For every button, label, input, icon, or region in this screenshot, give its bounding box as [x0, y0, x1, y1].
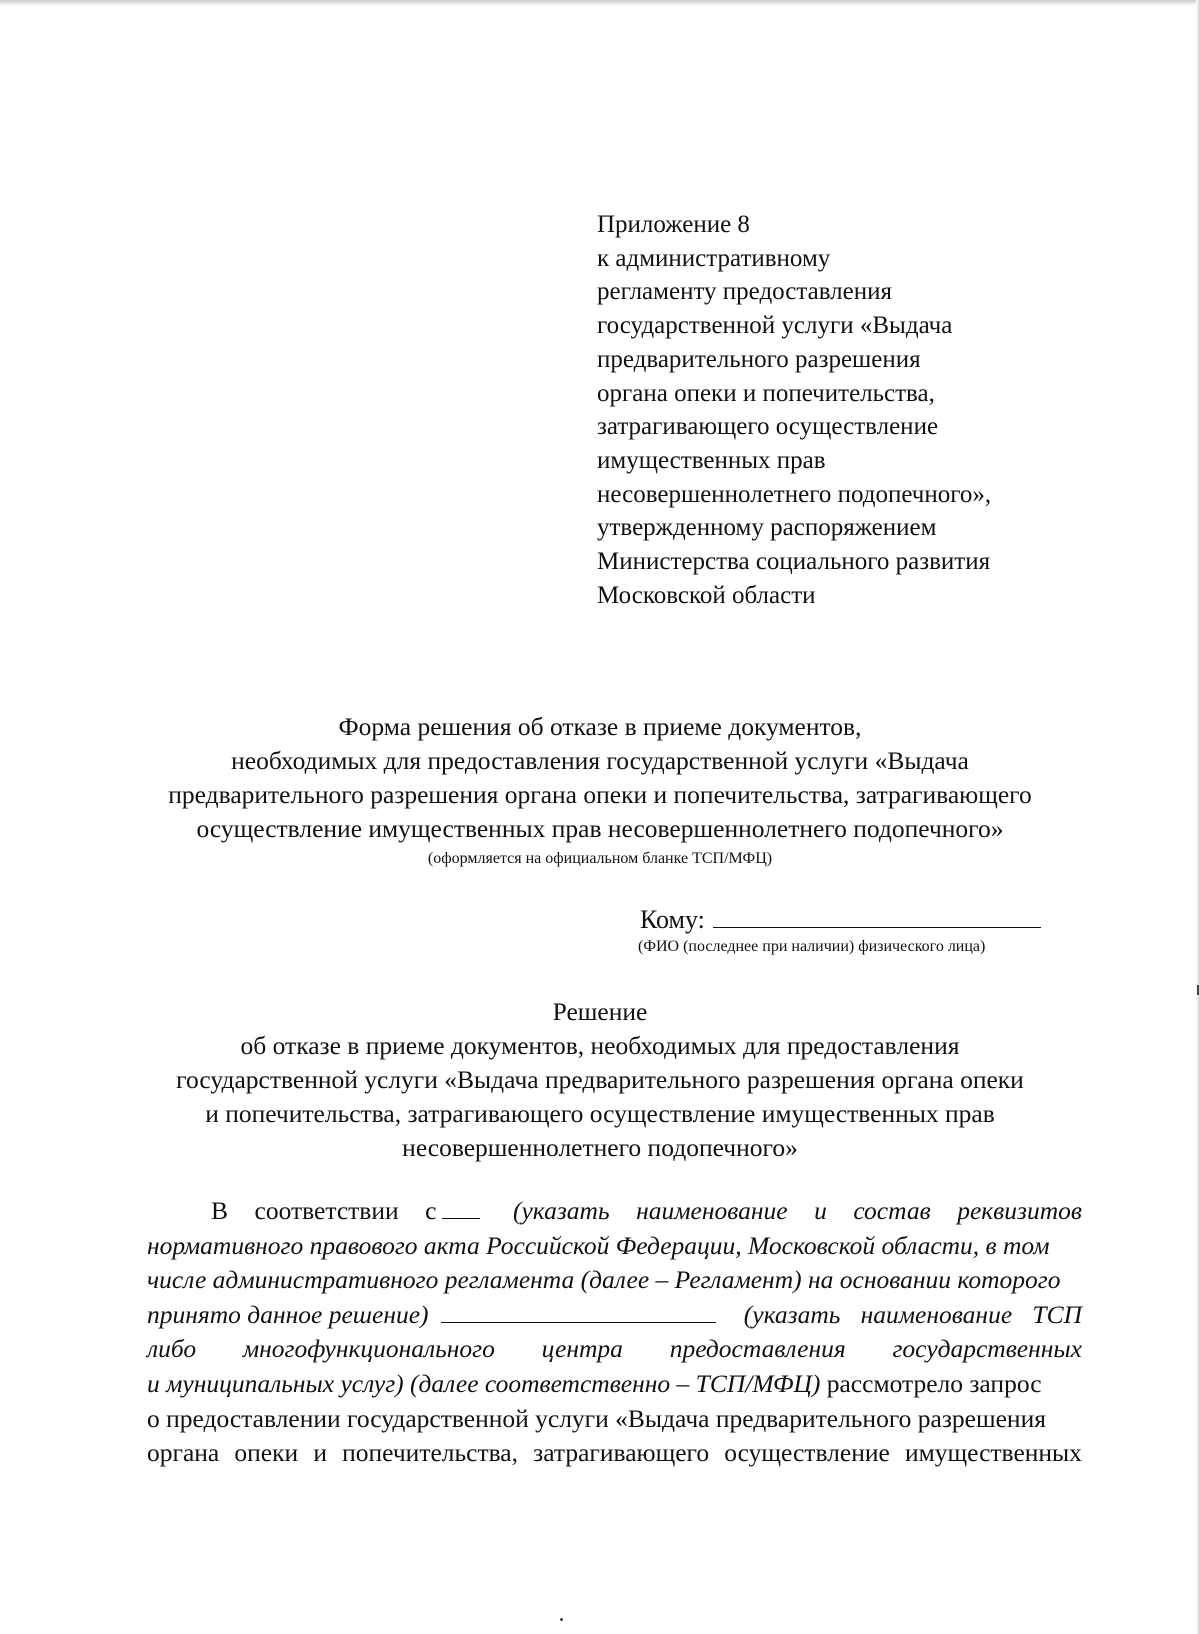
- form-title-line: осуществление имущественных прав несовершеннолетнего подопечного»: [196, 814, 1004, 843]
- body-word: государственных: [892, 1334, 1082, 1364]
- body-segment-with-blank: [147, 1298, 724, 1333]
- appendix-block: [597, 208, 1067, 612]
- body-word: осуществление: [724, 1438, 890, 1468]
- addressee-label: Кому:: [640, 905, 705, 934]
- scan-speck: [560, 1618, 563, 1621]
- blank-line: [442, 1198, 480, 1219]
- appendix-line: к административному: [597, 244, 831, 272]
- body-word: центра: [541, 1334, 623, 1364]
- body-row-6: [147, 1367, 1082, 1402]
- addressee-note: (ФИО (последнее при наличии) физического лица): [638, 938, 986, 955]
- body-word: и: [313, 1438, 327, 1468]
- appendix-line: затрагивающего осуществление: [597, 413, 939, 441]
- body-row-8: [147, 1436, 1082, 1471]
- appendix-line: Московской области: [597, 581, 816, 609]
- appendix-line: регламенту предоставления: [597, 278, 893, 306]
- body-word: либо: [147, 1334, 197, 1364]
- body-word: попечительства,: [342, 1438, 518, 1468]
- body-word: с: [425, 1196, 437, 1225]
- blank-line: [441, 1302, 716, 1323]
- body-word: В: [211, 1196, 229, 1225]
- body-word: предоставления: [669, 1334, 846, 1364]
- body-segment: принято данное решение): [147, 1299, 429, 1329]
- body-segment: и муниципальных услуг) (далее соответственно – ТСП/МФЦ): [147, 1368, 821, 1398]
- body-word: многофункционального: [242, 1334, 495, 1364]
- decision-block: [100, 995, 1100, 1165]
- body-word: (указать: [512, 1196, 610, 1225]
- appendix-line: органа опеки и попечительства,: [597, 379, 935, 407]
- decision-line: об отказе в приеме документов, необходимых для предоставления: [240, 1031, 960, 1060]
- body-word: наименование: [636, 1196, 788, 1225]
- body-row-3: числе административного регламента (далее – Регламент) на основании которого: [147, 1265, 1061, 1295]
- body-word: наименование: [860, 1299, 1013, 1329]
- form-title: [100, 710, 1100, 846]
- form-title-line: Форма решения об отказе в приеме документов,: [338, 712, 862, 741]
- body-word-with-blank: [425, 1194, 486, 1229]
- body-row-4: [147, 1298, 1082, 1333]
- body-segment: рассмотрело запрос: [820, 1368, 1042, 1398]
- body-word: и: [814, 1196, 827, 1225]
- body-word: соответствии: [254, 1196, 399, 1225]
- decision-line: и попечительства, затрагивающего осуществление имущественных прав: [205, 1099, 995, 1128]
- body-row-2: нормативного правового акта Российской Федерации, Московской области, в том: [147, 1230, 1050, 1260]
- appendix-line: несовершеннолетнего подопечного»,: [597, 480, 992, 508]
- body-row-1: [211, 1194, 1082, 1229]
- body-word: органа: [147, 1438, 220, 1468]
- form-title-line: необходимых для предоставления государственной услуги «Выдача: [231, 746, 969, 775]
- decision-line: государственной услуги «Выдача предварительного разрешения органа опеки: [176, 1065, 1024, 1094]
- appendix-line: Приложение 8: [597, 211, 750, 238]
- appendix-line: Министерства социального развития: [597, 548, 991, 576]
- body-word: (указать: [743, 1299, 841, 1329]
- decision-heading: Решение: [552, 997, 648, 1026]
- body-word: имущественных: [904, 1438, 1082, 1468]
- body-word: состав: [853, 1196, 931, 1225]
- body-row-5: [147, 1332, 1082, 1367]
- body-word: опеки: [234, 1438, 299, 1468]
- form-note: (оформляется на официальном бланке ТСП/МФЦ): [427, 850, 773, 867]
- scan-speck: [1197, 985, 1199, 995]
- decision-line: несовершеннолетнего подопечного»: [402, 1133, 798, 1162]
- scan-edge-top: [0, 0, 1200, 6]
- addressee-blank: [713, 905, 1041, 928]
- body-paragraph: [147, 1194, 1082, 1471]
- body-row-7: о предоставлении государственной услуги «Выдача предварительного разрешения: [147, 1403, 1046, 1433]
- scan-edge-right: [1196, 0, 1200, 1634]
- addressee: [640, 903, 1041, 937]
- body-word: затрагивающего: [533, 1438, 710, 1468]
- appendix-line: предварительного разрешения: [597, 345, 921, 373]
- body-word: ТСП: [1032, 1299, 1082, 1329]
- form-title-line: предварительного разрешения органа опеки и попечительства, затрагивающего: [168, 780, 1032, 809]
- body-word: реквизитов: [957, 1196, 1082, 1225]
- appendix-line: утвержденному распоряжением: [597, 514, 937, 542]
- appendix-line: государственной услуги «Выдача: [597, 312, 953, 340]
- appendix-line: имущественных прав: [597, 446, 826, 474]
